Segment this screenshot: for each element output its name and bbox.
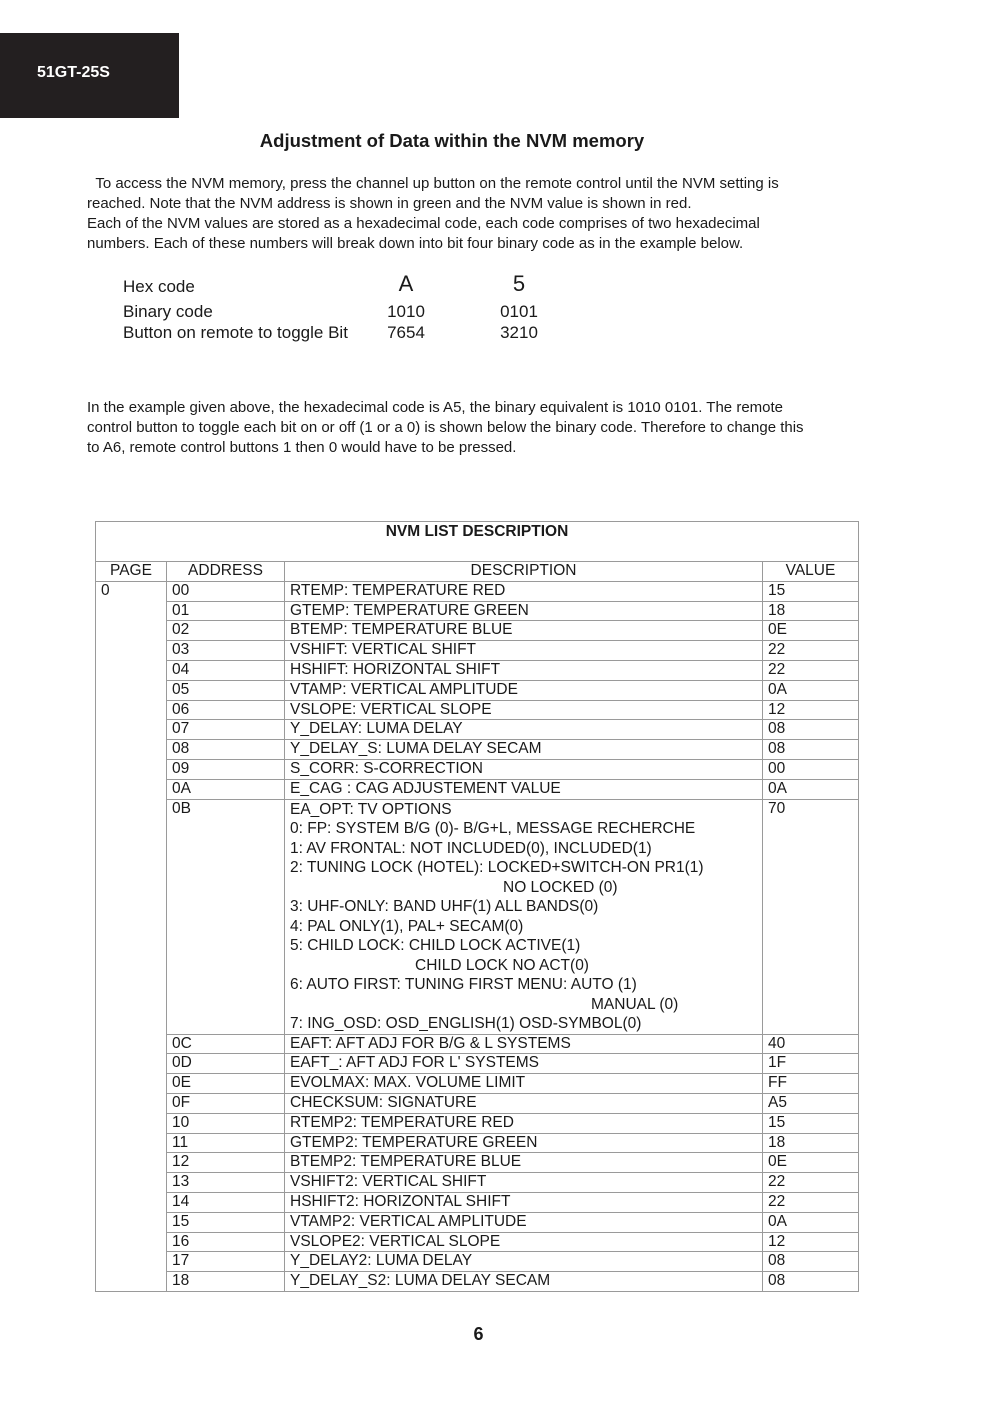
- address-cell: 10: [167, 1113, 285, 1133]
- table-row: [96, 1212, 859, 1232]
- address-cell: 06: [167, 700, 285, 720]
- table-header-row: [96, 562, 859, 582]
- address-cell: 16: [167, 1232, 285, 1252]
- value-cell: 0A: [763, 680, 859, 700]
- address-cell: 01: [167, 601, 285, 621]
- description-cell: Y_DELAY_S2: LUMA DELAY SECAM: [285, 1272, 763, 1292]
- value-cell: 22: [763, 660, 859, 680]
- value-cell: FF: [763, 1074, 859, 1094]
- option-line: CHILD LOCK NO ACT(0): [415, 956, 589, 974]
- page-cell: 0: [96, 581, 167, 1291]
- explanation-line: control button to toggle each bit on or off (1 or a 0) is shown below the binary code. Therefore to change this: [87, 419, 804, 436]
- value-cell: 18: [763, 601, 859, 621]
- description-cell: S_CORR: S-CORRECTION: [285, 759, 763, 779]
- option-line: 1: AV FRONTAL: NOT INCLUDED(0), INCLUDED(1): [290, 839, 652, 857]
- address-cell: 0D: [167, 1054, 285, 1074]
- option-line: NO LOCKED (0): [503, 878, 618, 896]
- explanation-line: to A6, remote control buttons 1 then 0 would have to be pressed.: [87, 439, 517, 456]
- table-title: NVM LIST DESCRIPTION: [96, 522, 859, 562]
- description-cell: Y_DELAY_S: LUMA DELAY SECAM: [285, 740, 763, 760]
- description-cell: BTEMP2: TEMPERATURE BLUE: [285, 1153, 763, 1173]
- value-cell: 15: [763, 581, 859, 601]
- description-cell: EAFT: AFT ADJ FOR B/G & L SYSTEMS: [285, 1034, 763, 1054]
- value-cell: 08: [763, 1272, 859, 1292]
- table-row: [96, 601, 859, 621]
- page-title: Adjustment of Data within the NVM memory: [259, 130, 645, 151]
- value-cell: 12: [763, 1232, 859, 1252]
- table-row: [96, 1034, 859, 1054]
- address-cell: 07: [167, 720, 285, 740]
- intro-line: numbers. Each of these numbers will break down into bit four binary code as in the example below.: [87, 235, 744, 252]
- value-cell: 08: [763, 740, 859, 760]
- value-cell: 1F: [763, 1054, 859, 1074]
- description-cell: CHECKSUM: SIGNATURE: [285, 1093, 763, 1113]
- description-cell: BTEMP: TEMPERATURE BLUE: [285, 621, 763, 641]
- table-row: [96, 740, 859, 760]
- description-cell: E_CAG : CAG ADJUSTEMENT VALUE: [285, 779, 763, 799]
- table-row: [96, 641, 859, 661]
- description-cell: RTEMP: TEMPERATURE RED: [285, 581, 763, 601]
- hex-digit-1: A: [398, 271, 414, 296]
- model-label: 51GT-25S: [37, 64, 110, 81]
- table-row: [96, 621, 859, 641]
- description-cell: Y_DELAY: LUMA DELAY: [285, 720, 763, 740]
- address-cell: 11: [167, 1133, 285, 1153]
- table-row: [96, 799, 859, 1034]
- address-cell: 04: [167, 660, 285, 680]
- table-row: [96, 1074, 859, 1094]
- value-cell: 22: [763, 641, 859, 661]
- address-cell: 09: [167, 759, 285, 779]
- table-row: [96, 1153, 859, 1173]
- description-cell: VTAMP: VERTICAL AMPLITUDE: [285, 680, 763, 700]
- description-cell: VSLOPE: VERTICAL SLOPE: [285, 700, 763, 720]
- description-cell: HSHIFT2: HORIZONTAL SHIFT: [285, 1192, 763, 1212]
- value-cell: 0E: [763, 1153, 859, 1173]
- description-cell: GTEMP2: TEMPERATURE GREEN: [285, 1133, 763, 1153]
- option-line: 4: PAL ONLY(1), PAL+ SECAM(0): [290, 917, 524, 935]
- description-cell: VTAMP2: VERTICAL AMPLITUDE: [285, 1212, 763, 1232]
- option-line: 3: UHF-ONLY: BAND UHF(1) ALL BANDS(0): [290, 898, 599, 916]
- binary-nibble-1: 1010: [387, 302, 425, 321]
- intro-paragraph: [87, 174, 897, 254]
- description-cell: Y_DELAY2: LUMA DELAY: [285, 1252, 763, 1272]
- address-cell: 13: [167, 1173, 285, 1193]
- table-row: [96, 581, 859, 601]
- table-row: [96, 1232, 859, 1252]
- description-cell: HSHIFT: HORIZONTAL SHIFT: [285, 660, 763, 680]
- button-label: Button on remote to toggle Bit: [123, 323, 348, 342]
- table-row: [96, 700, 859, 720]
- table-row: [96, 1173, 859, 1193]
- value-cell: 12: [763, 700, 859, 720]
- page-number: 6: [473, 1324, 484, 1344]
- address-cell: 0A: [167, 779, 285, 799]
- description-cell: VSLOPE2: VERTICAL SLOPE: [285, 1232, 763, 1252]
- description-cell: RTEMP2: TEMPERATURE RED: [285, 1113, 763, 1133]
- button-bits-2: 3210: [500, 323, 538, 342]
- table-row: [96, 1252, 859, 1272]
- table-row: [96, 1054, 859, 1074]
- description-cell: EAFT_: AFT ADJ FOR L' SYSTEMS: [285, 1054, 763, 1074]
- table-row: [96, 1272, 859, 1292]
- address-cell: 14: [167, 1192, 285, 1212]
- address-cell: 12: [167, 1153, 285, 1173]
- description-cell: EVOLMAX: MAX. VOLUME LIMIT: [285, 1074, 763, 1094]
- option-line: 7: ING_OSD: OSD_ENGLISH(1) OSD-SYMBOL(0): [290, 1015, 642, 1033]
- table-row: [96, 759, 859, 779]
- address-cell: 0F: [167, 1093, 285, 1113]
- value-cell: 15: [763, 1113, 859, 1133]
- address-cell: 0B: [167, 799, 285, 1034]
- table-row: [96, 660, 859, 680]
- value-cell: 22: [763, 1192, 859, 1212]
- option-line: 5: CHILD LOCK: CHILD LOCK ACTIVE(1): [290, 937, 581, 955]
- intro-line: To access the NVM memory, press the channel up button on the remote control until the NVM setting is: [87, 175, 779, 192]
- value-cell: A5: [763, 1093, 859, 1113]
- example-explanation: [87, 398, 897, 458]
- value-cell: 08: [763, 1252, 859, 1272]
- option-line: 6: AUTO FIRST: TUNING FIRST MENU: AUTO (1): [290, 976, 637, 994]
- address-cell: 03: [167, 641, 285, 661]
- table-row: [96, 1192, 859, 1212]
- address-cell: 17: [167, 1252, 285, 1272]
- description-cell: [285, 799, 763, 1034]
- address-cell: 08: [167, 740, 285, 760]
- table-row: [96, 1093, 859, 1113]
- header-description: DESCRIPTION: [285, 562, 763, 582]
- option-line: MANUAL (0): [591, 995, 679, 1013]
- value-cell: 22: [763, 1173, 859, 1193]
- description-cell: GTEMP: TEMPERATURE GREEN: [285, 601, 763, 621]
- table-row: [96, 1133, 859, 1153]
- intro-line: Each of the NVM values are stored as a hexadecimal code, each code comprises of two hexadecimal: [87, 215, 760, 232]
- value-cell: 08: [763, 720, 859, 740]
- value-cell: 40: [763, 1034, 859, 1054]
- table-row: [96, 720, 859, 740]
- description-cell: VSHIFT2: VERTICAL SHIFT: [285, 1173, 763, 1193]
- description-cell: VSHIFT: VERTICAL SHIFT: [285, 641, 763, 661]
- address-cell: 0C: [167, 1034, 285, 1054]
- value-cell: 70: [763, 799, 859, 1034]
- header-address: ADDRESS: [167, 562, 285, 582]
- address-cell: 0E: [167, 1074, 285, 1094]
- address-cell: 00: [167, 581, 285, 601]
- value-cell: 0A: [763, 1212, 859, 1232]
- table-row: [96, 779, 859, 799]
- model-tab: [0, 33, 179, 118]
- address-cell: 18: [167, 1272, 285, 1292]
- address-cell: 02: [167, 621, 285, 641]
- explanation-line: In the example given above, the hexadecimal code is A5, the binary equivalent is 1010 0101. The remote: [87, 399, 784, 416]
- table-row: [96, 1113, 859, 1133]
- intro-line: reached. Note that the NVM address is shown in green and the NVM value is shown in red.: [87, 195, 692, 212]
- option-line: 2: TUNING LOCK (HOTEL): LOCKED+SWITCH-ON PR1(1): [290, 859, 704, 877]
- value-cell: 0A: [763, 779, 859, 799]
- hex-label: Hex code: [123, 277, 195, 296]
- value-cell: 0E: [763, 621, 859, 641]
- binary-label: Binary code: [123, 302, 213, 321]
- binary-nibble-2: 0101: [500, 302, 538, 321]
- nvm-table: [95, 521, 859, 1292]
- option-line: 0: FP: SYSTEM B/G (0)- B/G+L, MESSAGE RECHERCHE: [290, 820, 696, 838]
- value-cell: 00: [763, 759, 859, 779]
- address-cell: 15: [167, 1212, 285, 1232]
- option-line: EA_OPT: TV OPTIONS: [290, 800, 452, 818]
- value-cell: 18: [763, 1133, 859, 1153]
- table-row: [96, 680, 859, 700]
- button-bits-1: 7654: [387, 323, 425, 342]
- header-page: PAGE: [96, 562, 167, 582]
- address-cell: 05: [167, 680, 285, 700]
- header-value: VALUE: [763, 562, 859, 582]
- hex-digit-2: 5: [512, 271, 526, 296]
